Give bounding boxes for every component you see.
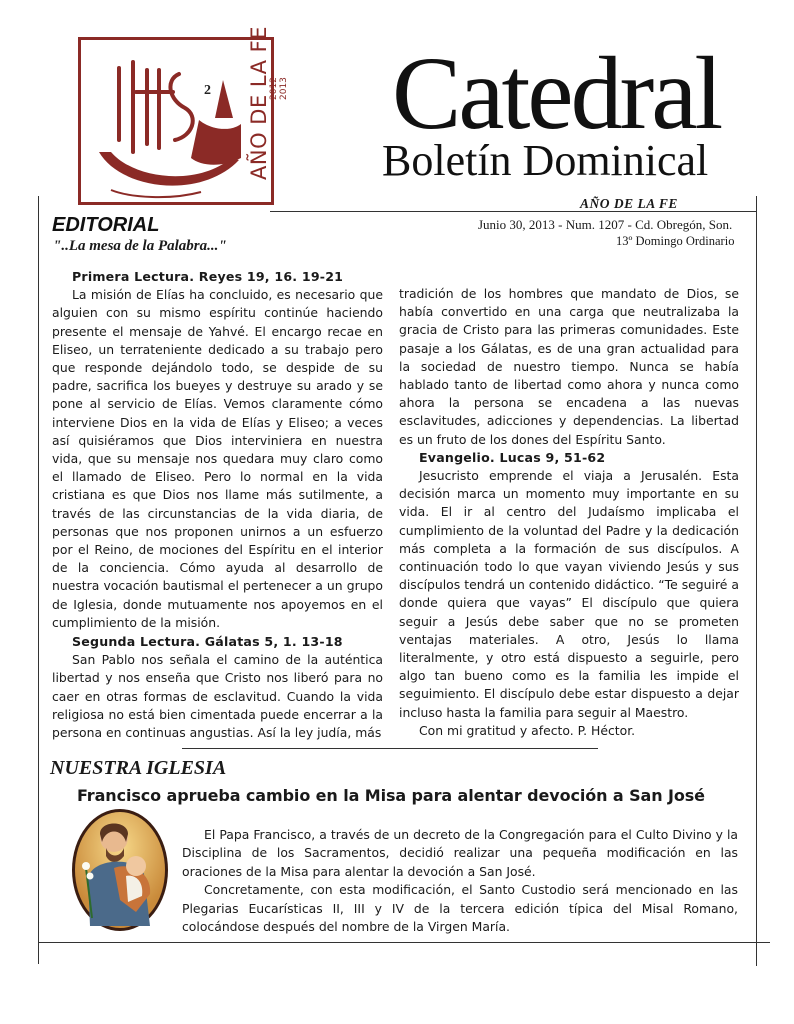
frame-line-bottom xyxy=(38,942,770,943)
editorial-heading: EDITORIAL xyxy=(52,214,160,236)
logo-year-b: 2013 xyxy=(279,77,289,100)
ano-de-la-fe-logo xyxy=(78,37,274,205)
gospel-title: Evangelio. Lucas 9, 51-62 xyxy=(419,449,606,465)
year-label: AÑO DE LA FE xyxy=(580,196,678,211)
article-paragraph: Concretamente, con esta modificación, el Santo Custodio será mencionado en las Plegarias Eucarísticas II, III y IV de la tercera edición típica del Misal Romano, colocándose después del nombre de la Virgen María. xyxy=(182,882,738,935)
signoff: Con mi gratitud y afecto. P. Héctor. xyxy=(419,722,636,738)
first-reading-text: La misión de Elías ha concluido, es necesario que alguien con su mismo espíritu continúe haciendo presente el mensaje de Yahvé. El encargo recae en Eliseo, un terrateniente dedicado a su trabajo pero que responde dejándolo todo, se despide de su padre, sacrifica los bueyes y destruye su arado y se pone al servicio de Elías. Vemos claramente cómo interviene Dios en la vida de Elías y Eliseo; a veces así quisiéramos que Dios interviniera en nuestra vida, que su mensaje nos quedara muy claro como el llamado de Eliseo. Pero lo normal en la vida cristiana es que Dios nos llame más sutilmente, a través de las circunstancias de la vida diaria, de personas que nos proponen unirnos a un esfuerzo por el Reino, de mociones del Espíritu en el interior de la conciencia. Cómo ayuda al desarrollo de nuestra vocación bautismal el pertenecer a un grupo de Iglesia, donde mutuamente nos apoyemos en el cumplimiento de la misión. xyxy=(52,287,383,630)
article-headline: Francisco aprueba cambio en la Misa para alentar devoción a San José xyxy=(77,786,705,805)
article-body xyxy=(182,826,738,936)
saint-joseph-icon xyxy=(70,808,170,932)
logo-emblem-icon xyxy=(81,40,274,205)
section-divider xyxy=(182,748,598,749)
frame-line-left xyxy=(38,196,39,964)
logo-year-a: 2012 xyxy=(269,77,279,100)
logo-issue-digit: 2 xyxy=(204,83,211,98)
editorial-column-right xyxy=(399,285,739,740)
second-reading-text: San Pablo nos señala el camino de la auténtica libertad y nos enseña que Cristo nos liberó para no caer en otras formas de esclavitud. Cuando la vida religiosa no está bien cimentada puede encerrar a la persona en continuas angustias. Así la ley judía, más xyxy=(52,652,383,741)
editorial-column-left xyxy=(52,268,383,742)
first-reading-title: Primera Lectura. Reyes 19, 16. 19-21 xyxy=(72,269,344,284)
logo-years xyxy=(269,77,289,100)
nuestra-iglesia-heading: NUESTRA IGLESIA xyxy=(50,757,227,779)
masthead-subtitle: Boletín Dominical xyxy=(382,136,709,185)
frame-line-header xyxy=(270,211,756,212)
frame-line-right xyxy=(756,196,757,966)
second-reading-title: Segunda Lectura. Gálatas 5, 1. 13-18 xyxy=(72,634,343,650)
sunday-label: 13º Domingo Ordinario xyxy=(616,234,735,248)
date-line: Junio 30, 2013 - Num. 1207 - Cd. Obregón, Son. xyxy=(478,217,733,232)
second-reading-continuation: tradición de los hombres que mandato de Dios, se había convertido en una carga que neutralizaba la gracia de Cristo para las primeras comunidades. Este pasaje a los Gálatas, es de una gran actualidad para la sociedad de nuestro tiempo. Nunca se había hablado tanto de libertad como ahora y nunca como ahora la persona se encadena a las nuevas esclavitudes, adicciones y dependencias. La libertad es un fruto de los dones del Espíritu Santo. xyxy=(399,286,739,447)
masthead-title: Catedral xyxy=(392,36,721,151)
article-paragraph: El Papa Francisco, a través de un decreto de la Congregación para el Culto Divino y la Disciplina de los Sacramentos, decidió realizar una pequeña modificación en las oraciones de la Misa para alentar la devoción a San José. xyxy=(182,827,738,879)
logo-vertical-text: AÑO DE LA FE xyxy=(247,26,271,180)
gospel-text: Jesucristo emprende el viaja a Jerusalén. Esta decisión marca un momento muy importante en su vida. El ir al centro del Judaísmo implicaba el cumplimiento de la voluntad del Padre y la dedicación más completa a la formación de sus discípulos. A continuación todo lo que vayan viviendo Jesús y sus discípulos tendrá un contenido didáctico. “Te seguiré a donde quiera que vayas” El discípulo que quiera seguir a Jesús debe saber que no se prometen ventajas materiales. A otro, Jesús lo llama literalmente, y otro está dispuesto a seguirle, pero algo tan bueno como es la familia les impide el seguimiento. El discípulo debe estar dispuesto a dejar incluso hasta la familia para seguir al Maestro. xyxy=(399,468,739,720)
editorial-tagline: "..La mesa de la Palabra..." xyxy=(53,238,227,254)
